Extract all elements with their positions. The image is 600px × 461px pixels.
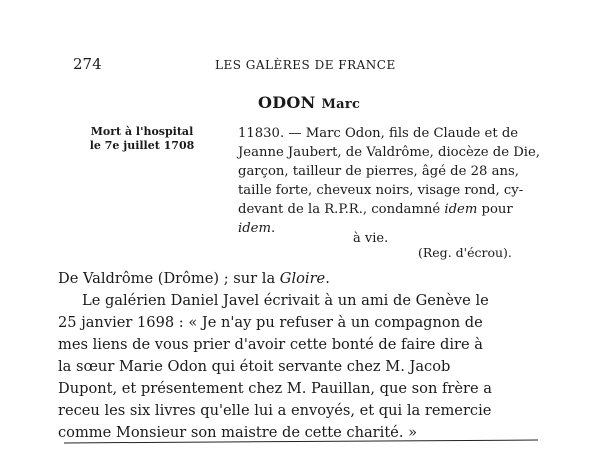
commentary-line: comme Monsieur son maistre de cette charité. »: [58, 424, 418, 441]
commentary-line: mes liens de vous prier d'avoir cette bonté de faire dire à: [58, 336, 483, 353]
running-title: LES GALÈRES DE FRANCE: [215, 58, 396, 72]
commentary-text: .: [325, 270, 330, 287]
sentence: à vie.: [353, 231, 389, 246]
margin-note-line: le 7e juillet 1708: [89, 139, 195, 152]
entry-line-text: .: [270, 221, 276, 236]
entry-line: taille forte, cheveux noirs, visage rond, cy-: [238, 183, 524, 198]
entry-line: garçon, tailleur de pierres, âgé de 28 ans,: [238, 164, 519, 179]
entry-line-text: pour: [477, 202, 513, 217]
entry-heading: [258, 93, 360, 112]
commentary-place-line: [58, 268, 534, 290]
margin-note: [82, 125, 202, 153]
register-reference: (Reg. d'écrou).: [418, 245, 512, 260]
entry-body: [238, 124, 538, 238]
commentary-line: la sœur Marie Odon qui étoit servante chez M. Jacob: [58, 358, 451, 375]
commentary-line: 25 janvier 1698 : « Je n'ay pu refuser à un compagnon de: [58, 314, 483, 331]
entry-line: 11830. — Marc Odon, fils de Claude et de: [238, 126, 519, 141]
entry-line-italic: idem: [444, 202, 478, 217]
entry-line-italic: idem: [238, 221, 271, 236]
commentary-line: receu les six livres qu'elle lui a envoyés, et qui la remercie: [58, 402, 492, 419]
entry-line: [238, 200, 538, 219]
entry-line-text: devant de la R.P.R., condamné: [238, 202, 445, 217]
page-number: 274: [73, 55, 102, 73]
commentary-text: De Valdrôme (Drôme) ; sur la: [58, 270, 280, 287]
margin-note-line: Mort à l'hospital: [90, 125, 194, 138]
entry-surname: ODON: [258, 93, 316, 112]
entry-given-name: Marc: [321, 97, 361, 112]
commentary-line: Dupont, et présentement chez M. Pauillan, que son frère a: [58, 380, 492, 397]
ship-name: Gloire: [279, 270, 326, 287]
commentary: [58, 268, 534, 444]
commentary-line: Le galérien Daniel Javel écrivait à un ami de Genève le: [82, 292, 489, 309]
entry-line: Jeanne Jaubert, de Valdrôme, diocèze de Die,: [238, 145, 540, 160]
